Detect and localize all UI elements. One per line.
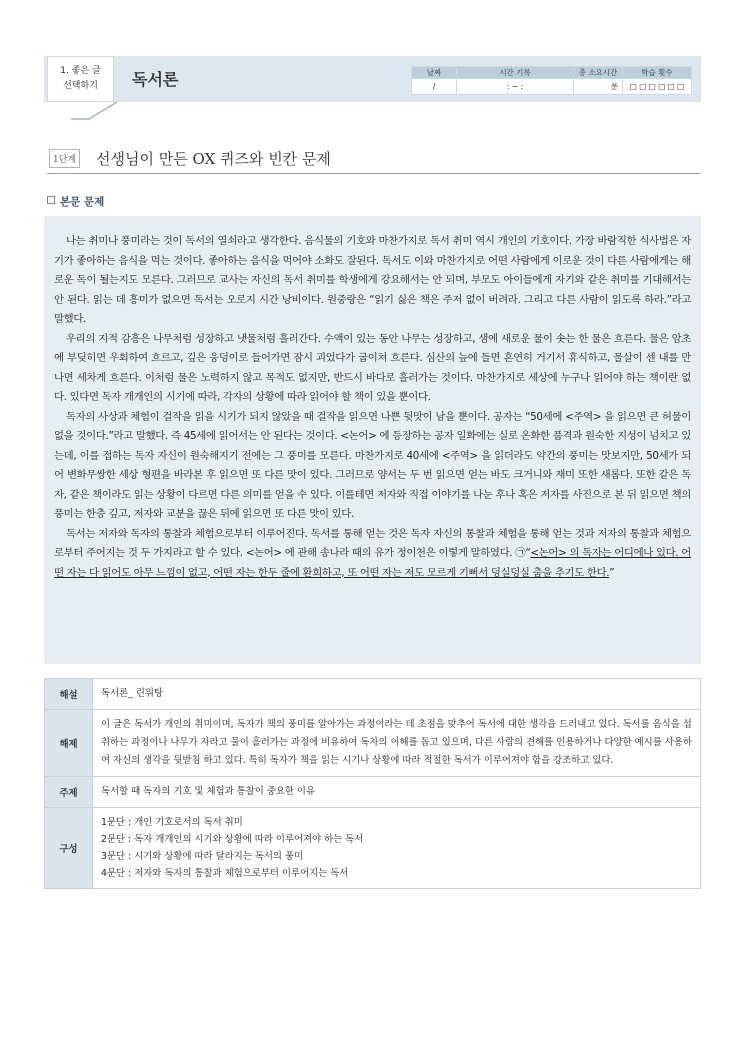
passage-paragraph-1: 나는 취미나 풍미라는 것이 독서의 열쇠라고 생각한다. 음식물의 기호와 마찬가지로 독서 취미 역시 개인의 기호이다. 가장 바람직한 식사법은 자기가 좋아하는 음식을 먹는 것이다. 좋아하는 음식을 먹어야 소화도 잘된다. 독서도 이와 마찬가지로 어떤 사람에게 이로운 것이 다른 사람에게는 해로운 독이 될는지도 모른다. 그러므로 교사는 자신의 독서 취미를 학생에게 강요해서는 안 되며, 부모도 아이들에게 자기와 같은 취미를 기대해서는 안 된다. 읽는 데 흥미가 없으면 독서는 오로지 시간 낭비이다. 원중랑은 “읽기 싫은 책은 주저 없이 버려라. 그리고 다른 사람이 읽도록 하라.”라고 말했다. (54, 235, 691, 325)
commentary-value: 독서론_ 린위탕 (93, 679, 701, 710)
date-field[interactable]: / (412, 79, 457, 95)
quote-close: ” (609, 566, 615, 579)
structure-label: 구성 (45, 808, 93, 889)
table-row (45, 679, 701, 710)
unit-label-line2: 선택하기 (63, 81, 98, 91)
structure-item: 2문단 : 독자 개개인의 시기와 상황에 따라 이루어져야 하는 독서 (101, 834, 364, 845)
analysis-label: 해제 (45, 710, 93, 777)
section-label-text: 본문 문제 (60, 196, 105, 208)
structure-item: 3문단 : 시기와 상황에 따라 달라지는 독서의 풍미 (101, 851, 304, 862)
paragraph-4-text: 독서는 저자와 독자의 통찰과 체험으로부터 이루어진다. 독서를 통해 얻는 것은 독자 자신의 통찰과 체험을 통해 얻는 것과 저자의 통찰과 체험으로부터 주어지는 것 두 가지라고 할 수 있다. <논어> 에 관해 송나라 때의 유가 정이천은 이렇게 말하였다. ㉠“ (54, 527, 691, 559)
theme-label: 주제 (45, 777, 93, 808)
passage-paragraph-2: 우리의 지적 감흥은 나무처럼 성장하고 냇물처럼 흘러간다. 수액이 있는 동안 나무는 성장하고, 샘에 새로운 물이 솟는 한 물은 흐른다. 물은 암초에 부딪히면 우회하여 흐르고, 깊은 웅덩이로 들어가면 잠시 괴었다가 굽이쳐 흐른다. 심산의 늪에 들면 흔연히 거기서 휴식하고, 물살이 센 내를 만나면 세차게 흐른다. 이처럼 물은 노력하지 않고 목적도 없지만, 반드시 바다로 흘러가는 것이다. 마찬가지로 세상에 누구나 읽어야 하는 책이란 없다. 있다면 독자 개개인의 시기에 따라, 각자의 상황에 따라 읽어야 할 책이 있을 뿐이다. (54, 332, 691, 403)
unit-label (47, 56, 114, 102)
structure-item: 1문단 : 개인 기호로서의 독서 취미 (101, 817, 243, 828)
total-time-field[interactable]: 분 (574, 79, 623, 95)
unit-connector-line (69, 101, 119, 121)
study-log-table (411, 66, 692, 95)
total-time-header: 총 소요시간 (574, 67, 623, 79)
table-row (45, 777, 701, 808)
stage-title: 선생님이 만든 OX 퀴즈와 빈칸 문제 (96, 150, 331, 168)
structure-value (93, 808, 701, 889)
passage-box (44, 216, 701, 664)
table-row (45, 710, 701, 777)
date-header: 날짜 (412, 67, 457, 79)
page-title: 독서론 (132, 70, 179, 89)
stage-divider (47, 173, 701, 174)
underlined-quote: <논어> 의 독자는 어디에나 있다. 어떤 자는 다 읽어도 아무 느낌이 없고, 어떤 자는 한두 줄에 환희하고, 또 어떤 자는 저도 모르게 기뻐서 덩실덩실 춤을 추기도 한다. (54, 547, 691, 579)
unit-label-line1: 1. 좋은 글 (60, 66, 101, 76)
square-bullet-icon (47, 196, 55, 204)
time-log-field[interactable]: : ~ : (457, 79, 574, 95)
passage-paragraph-3: 독자의 사상과 체험이 걸작을 읽을 시기가 되지 않았을 때 걸작을 읽으면 나쁜 뒷맛이 남을 뿐이다. 공자는 “50세에 <주역> 을 읽으면 큰 허물이 없을 것이다.”라고 말했다. 즉 45세에 읽어서는 안 된다는 것이다. <논어> 에 등장하는 공자 일화에는 실로 온화한 품격과 원숙한 지성이 넘치고 있는데, 이를 접하는 독자 자신이 원숙해지기 전에는 그 풍미를 모른다. 마찬가지로 40세에 <주역> 을 읽더라도 약간의 풍미는 맛보지만, 50세가 되어 변화무쌍한 세상 형편을 바라본 후 읽으면 또 다른 맛이 있다. 그러므로 양서는 두 번 읽으면 얻는 바도 크거니와 재미 또한 새롭다. 또한 같은 독자, 같은 책이라도 읽는 상황이 다르면 다른 의미를 얻을 수 있다. 이를테면 저자와 직접 이야기를 나눈 후나 혹은 저자를 사진으로 본 뒤 읽으면 책의 풍미는 한층 깊고, 저자와 교분을 끊은 뒤에 읽으면 또 다른 맛이 있다. (54, 410, 691, 520)
theme-value: 독서할 때 독자의 기호 및 체험과 통찰이 중요한 이유 (93, 777, 701, 808)
study-count-checkboxes[interactable]: □ □ □ □ □ □ (623, 79, 692, 95)
table-row (45, 808, 701, 889)
analysis-value: 이 글은 독서가 개인의 취미이며, 독자가 책의 풍미를 알아가는 과정이라는 데 초점을 맞추어 독서에 대한 생각을 드러내고 있다. 독서를 음식을 섭취하는 과정이나 나무가 자라고 물이 흘러가는 과정에 비유하여 독자의 이해를 돕고 있으며, 다른 사람의 견해를 인용하거나 다양한 예시를 사용하여 자신의 생각을 뒷받침 하고 있다. 특히 독자가 책을 읽는 시기나 상황에 따라 적절한 독서가 이루어져야 함을 강조하고 있다. (93, 710, 701, 777)
study-count-header: 학습 횟수 (623, 67, 692, 79)
commentary-label: 해설 (45, 679, 93, 710)
passage-paragraph-4 (54, 525, 691, 584)
commentary-table (44, 678, 701, 889)
stage-tag: 1단계 (49, 149, 80, 168)
structure-item: 4문단 : 저자와 독자의 통찰과 체험으로부터 이루어지는 독서 (101, 868, 349, 879)
section-label (47, 194, 104, 209)
time-log-header: 시간 기록 (457, 67, 574, 79)
